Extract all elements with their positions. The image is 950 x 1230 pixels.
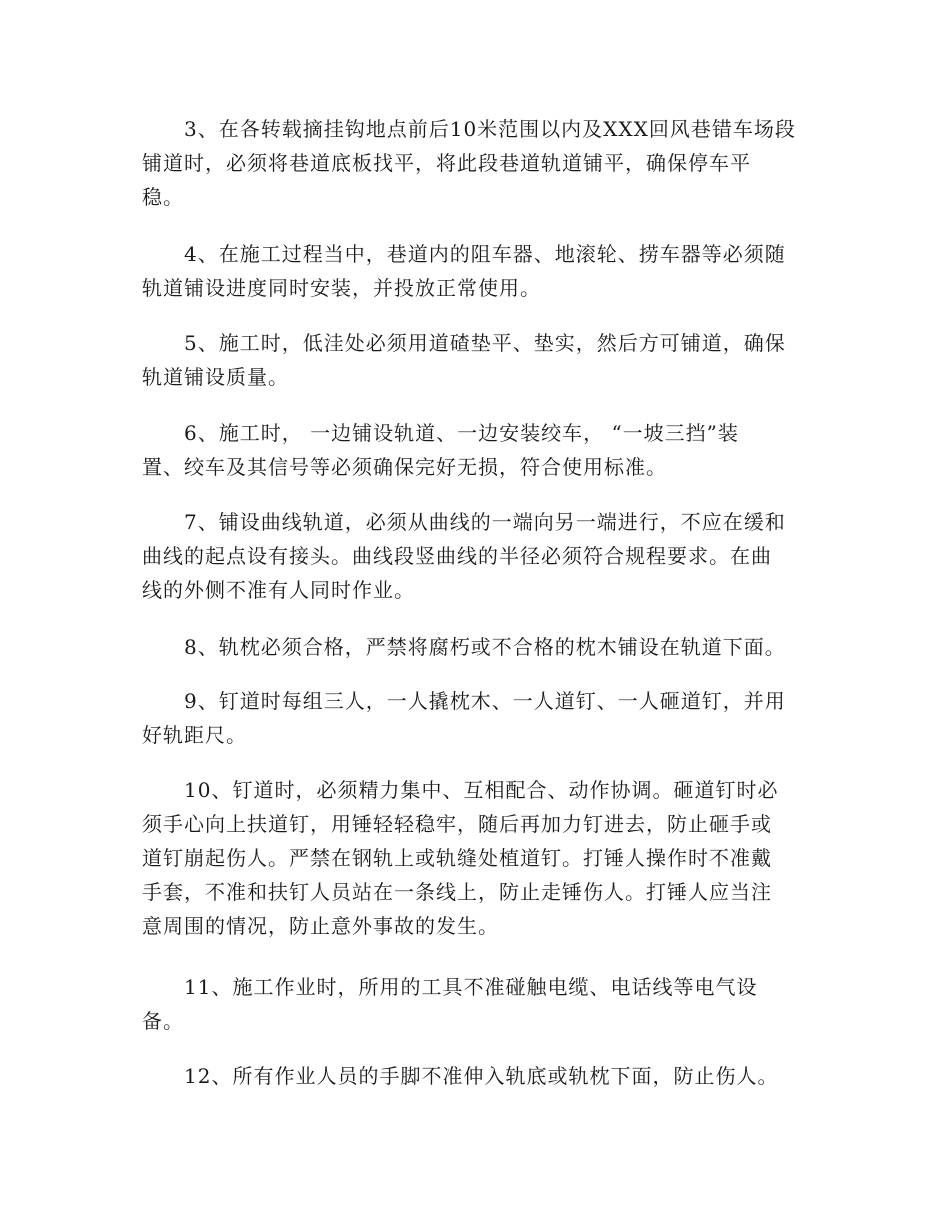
paragraph-line: 线的外侧不准有人同时作业。 bbox=[142, 578, 415, 602]
paragraph-11 bbox=[142, 970, 757, 1038]
paragraph-line: 6、施工时， 一边铺设轨道、一边安装绞车， “一坡三挡”装 bbox=[184, 421, 739, 445]
paragraph-4 bbox=[142, 237, 786, 305]
paragraph-line: 10、钉道时，必须精力集中、互相配合、动作协调。砸道钉时必 bbox=[184, 778, 779, 802]
paragraph-line: 道钉崩起伤人。严禁在钢轨上或轨缝处植道钉。打锤人操作时不准戴 bbox=[142, 846, 772, 870]
paragraph-6 bbox=[142, 416, 739, 484]
paragraph-10 bbox=[142, 773, 778, 943]
paragraph-line: 7、铺设曲线轨道，必须从曲线的一端向另一端进行，不应在缓和 bbox=[184, 510, 786, 534]
paragraph-line: 5、施工时，低洼处必须用道碴垫平、垫实，然后方可铺道，确保 bbox=[184, 331, 786, 355]
paragraph-line: 12、所有作业人员的手脚不准伸入轨底或轨枕下面，防止伤人。 bbox=[184, 1064, 779, 1088]
paragraph-line: 轨道铺设进度同时安装，并投放正常使用。 bbox=[142, 276, 541, 300]
paragraph-5 bbox=[142, 326, 786, 394]
paragraph-line: 手套，不准和扶钉人员站在一条线上，防止走锤伤人。打锤人应当注 bbox=[142, 880, 772, 904]
paragraph-line: 轨道铺设质量。 bbox=[142, 365, 289, 389]
paragraph-line: 好轨距尺。 bbox=[142, 723, 247, 747]
paragraph-line: 意周围的情况，防止意外事故的发生。 bbox=[142, 914, 499, 938]
paragraph-line: 8、轨枕必须合格，严禁将腐朽或不合格的枕木铺设在轨道下面。 bbox=[184, 635, 786, 659]
paragraph-line: 4、在施工过程当中，巷道内的阻车器、地滚轮、捞车器等必须随 bbox=[184, 242, 786, 266]
paragraph-line: 备。 bbox=[142, 1009, 184, 1033]
paragraph-line: 置、绞车及其信号等必须确保完好无损，符合使用标准。 bbox=[142, 455, 667, 479]
paragraph-line: 9、钉道时每组三人，一人撬枕木、一人道钉、一人砸道钉，并用 bbox=[184, 689, 786, 713]
paragraph-3 bbox=[142, 112, 796, 214]
paragraph-9 bbox=[142, 684, 786, 752]
paragraph-7 bbox=[142, 505, 786, 607]
paragraph-line: 曲线的起点设有接头。曲线段竖曲线的半径必须符合规程要求。在曲 bbox=[142, 544, 772, 568]
paragraph-8 bbox=[142, 630, 786, 664]
paragraph-line: 铺道时，必须将巷道底板找平，将此段巷道轨道铺平，确保停车平 bbox=[142, 151, 751, 175]
paragraph-line: 3、在各转载摘挂钩地点前后10米范围以内及XXX回风巷错车场段 bbox=[184, 117, 796, 141]
paragraph-line: 11、施工作业时，所用的工具不准碰触电缆、电话线等电气设 bbox=[184, 975, 758, 999]
paragraph-line: 须手心向上扶道钉，用锤轻轻稳牢，随后再加力钉进去，防止砸手或 bbox=[142, 812, 772, 836]
paragraph-12 bbox=[142, 1059, 778, 1093]
paragraph-line: 稳。 bbox=[142, 185, 184, 209]
